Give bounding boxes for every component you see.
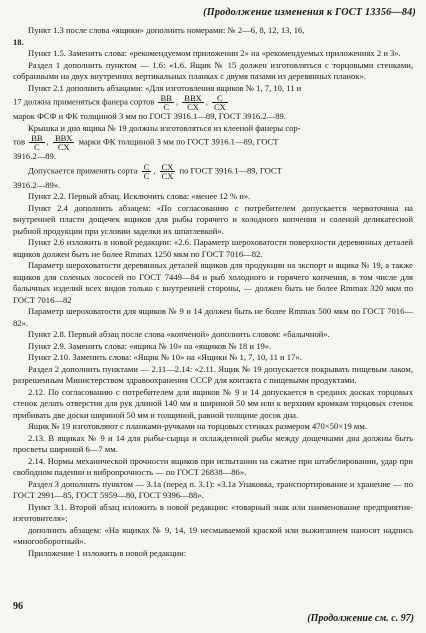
paragraph [13,94,413,111]
fraction-denominator: СХ [57,142,70,152]
fraction-numerator: ВВ [31,133,43,143]
fraction-denominator: СХ [161,170,174,181]
fraction-denominator: С [143,170,150,181]
paragraph: Ящик № 19 изготовляют с планками-ручками на торцовых стенках размером 470×50×19 мм. [28,421,367,431]
paragraph: Пункт 2.8. Первый абзац после слова «копченой» дополнить словом: «балычной». [28,329,330,339]
paragraph: 2.14. Нормы механической прочности ящиков при испытании на сжатие при штабелировании, удар при свободном падении и вибропрочность — по ГОСТ 26838—86». [13,455,413,477]
fraction-numerator: СХ [161,161,174,172]
paragraph: Приложение 1 изложить в новой редакции: [28,547,187,558]
paragraph: дополнить абзацем: «На ящиках № 9, 14, 19 несмываемой краской или выжиганием наносят надпись «многооборотный». [13,524,413,546]
text-run: 17 должна применяться фанера сортов [13,96,155,107]
paragraph: 2.12. По согласованию с потребителем для ящиков № 9 и 14 допускается в средних досках торцовых стенок делать отверстия для рук длиной 140 мм и шириной 50 мм или к верхним кромкам торцовых стенок прибивать две доски шириной 50 мм и толщиной, равной толщине досок дна. [13,386,413,420]
paragraph: Пункт 2.1 дополнить абзацами: «Для изготовления ящиков № 1, 7, 10, 11 и [28,82,302,93]
paragraph [13,134,413,151]
paragraph: Пункт 2.6 изложить в новой редакции: «2.6. Параметр шероховатости поверхности деревянных деталей ящиков должен быть не более Rmmax 1250 мкм по ГОСТ 7016—82. [13,237,413,259]
grade-fraction [182,94,203,111]
paragraph: 3916.2—89. [13,151,56,161]
document-body [13,25,413,559]
grade-fraction [212,94,228,111]
paragraph: 2.13. В ящиках № 9 и 14 для рыбы-сырца и охлажденной рыбы между дощечками дна должны быть просветы шириной 6—7 мм. [13,432,413,454]
fraction-numerator: ВВХ [184,93,202,103]
fraction-denominator: С [34,142,40,152]
grade-fraction [142,163,152,180]
separator: , [153,164,156,175]
paragraph: Пункт 2.9. Заменить слова: «ящика № 10» на «ящиков № 18 и 19». [28,340,272,351]
grade-fraction [29,134,44,151]
paragraph: Пункт 2.4 дополнить абзацем: «По согласованию с потребителем допускается червоточина на внутренней пласти дощечек ящиков для рыбы горячего и холодного копчения и соленой деликатесной рыбной продукции при условии заделки их шпатлевкой». [13,202,413,236]
grade-fraction [158,94,173,111]
fraction-denominator: С [163,102,170,112]
text-run: марки ФК толщиной 3 мм по ГОСТ 3916.1—89, ГОСТ [78,136,279,147]
separator: , [46,136,49,147]
paragraph: Пункт 1.3 после слова «ящики» дополнить номерами: № 2—6, 8, 12, 13, 16, [28,25,305,35]
paragraph: Пункт 1.5. Заменить слова: «рекомендуемом приложении 2» на «рекомендуемых приложениях 2 и 3». [28,48,401,58]
paragraph: Раздел 3 дополнить пунктом — 3.1а (перед п. 3.1): «3.1а Упаковка, транспортирование и хранение — по ГОСТ 2991—85, ГОСТ 5959—80, ГОСТ 9396—88». [13,478,413,500]
paragraph: Раздел 2 дополнить пунктами — 2.11—2.14: «2.11. Ящик № 19 допускается покрывать пищевым лаком, разрешенным Министерством здравоохранения СССР для контакта с пищевыми продуктами. [13,363,413,385]
text-run: Допускается применять сорта [28,164,138,175]
page-number: 96 [13,601,23,612]
paragraph: марок ФСФ и ФК толщиной 3 мм по ГОСТ 3916.1—89, ГОСТ 3916.2—89. [13,111,286,121]
text-run: по ГОСТ 3916.1—89, ГОСТ [179,164,282,175]
text-run: тов [13,136,25,147]
paragraph: Крышка и дно ящика № 19 должны изготовляться из клееной фанеры сор- [28,122,301,133]
continuation-note: (Продолжение см. с. 97) [307,613,414,624]
fraction-numerator: С [212,94,228,103]
paragraph: Пункт 3.1. Второй абзац изложить в новой редакции: «товарный знак или наименование предприятия-изготовителя»; [13,501,413,523]
fraction-numerator: С [143,161,150,172]
fraction-denominator: СХ [187,102,199,112]
grade-fraction [53,134,74,151]
running-header: (Продолжение изменения к ГОСТ 13356—84) [203,7,416,18]
paragraph: Параметр шероховатости для ящиков № 9 и 14 должен быть не более Rmmax 500 мкм по ГОСТ 7016—82». [13,306,413,328]
paragraph: Пункт 2.10. Заменить слова: «Ящик № 10» на «Ящики № 1, 7, 10, 11 и 17». [28,352,302,362]
paragraph: Параметр шероховатости деревянных деталей ящиков для продукции на экспорт и ящика № 19, а также ящиков для соленых лососей по ГОСТ 7449—84 и рыб холодного и горячего копчения, в том числе для балычных изделий всех видов только с внутренней стороны, — должен быть не более Rmmax 320 мкм по ГОСТ 7016—82 [13,260,413,305]
fraction-denominator: СХ [214,102,226,112]
paragraph: Пункт 2.2. Первый абзац. Исключить слова: «менее 12 % и». [28,191,251,201]
paragraph [13,163,413,180]
paragraph: Раздел 1 дополнить пунктом — 1.6: «1.6. Ящик № 15 должен изготовляться с торцовыми стенками, собранными на двух внутренних вертикальных планках с двумя пазами из деревянных планок». [13,59,413,81]
fraction-numerator: ВВ [160,93,172,103]
paragraph: 18. [13,36,24,47]
paragraph: 3916.2—89». [13,179,61,190]
separator: , [175,96,179,107]
separator: , [205,96,208,107]
fraction-numerator: ВВХ [54,133,73,143]
grade-fraction [160,163,176,180]
